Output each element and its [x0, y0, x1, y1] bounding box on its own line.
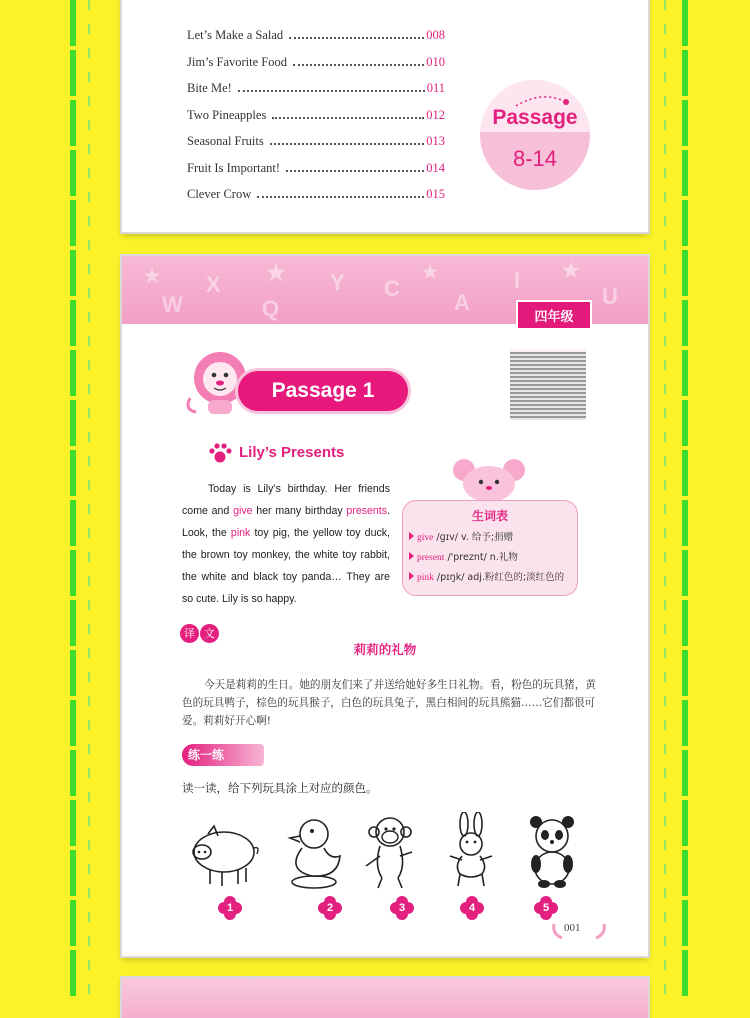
banner-star-icon: ★: [562, 260, 580, 282]
toc-leader-dots: [238, 90, 425, 92]
translation-tag-char: 文: [200, 624, 219, 643]
mouse-mascot-icon: [452, 456, 526, 502]
passage-badge-range: 8-14: [512, 146, 558, 171]
story-text: her many birthday: [252, 505, 347, 517]
page-number: 001: [564, 922, 581, 934]
toc-entry[interactable]: [187, 134, 445, 161]
toy-number: 3: [398, 902, 406, 914]
banner-star-icon: ★: [266, 260, 286, 285]
banner-letter: A: [454, 290, 470, 315]
toc-leader-dots: [272, 117, 424, 119]
toc-leader-dots: [270, 143, 425, 145]
left-dash-line: [88, 0, 90, 1000]
toc-entry-page: 010: [426, 54, 445, 69]
rabbit-outline-icon: [432, 812, 512, 892]
number-flower-icon: [534, 896, 558, 920]
left-green-border: [70, 0, 76, 1000]
toc-entry-title: Clever Crow: [187, 187, 252, 201]
toc-entry[interactable]: [187, 108, 445, 135]
vocab-entry: [409, 529, 513, 543]
translation-tag: [180, 622, 220, 642]
toy-illustrations: [180, 812, 610, 922]
panda-outline-icon: [512, 812, 592, 892]
number-flower-icon: [218, 896, 242, 920]
number-flower-icon: [318, 896, 342, 920]
banner-letter: Q: [262, 296, 280, 321]
passage-range-badge: [480, 80, 590, 190]
banner-letter: C: [384, 276, 400, 301]
vocab-entry: [409, 569, 564, 583]
vocab-word: give: [417, 533, 434, 543]
practice-label: 练一练: [182, 744, 264, 766]
toc-leader-dots: [293, 64, 424, 66]
monkey-outline-icon: [350, 812, 430, 892]
banner-star-icon: ★: [422, 262, 439, 282]
story-paragraph: [182, 478, 390, 610]
toc-entry-page: 015: [426, 187, 445, 201]
toc-entry[interactable]: [187, 55, 445, 82]
toc-page: [122, 0, 648, 232]
toc-entry-title: Jim’s Favorite Food: [187, 54, 288, 69]
toy-number: 4: [468, 902, 476, 914]
right-dash-line: [664, 0, 666, 1000]
story-text: . Look, the: [182, 505, 390, 539]
paw-icon: [208, 442, 232, 464]
pig-outline-icon: [180, 812, 260, 892]
bullet-icon: [409, 552, 414, 560]
number-flower-icon: [460, 896, 484, 920]
toc-list: [187, 28, 445, 214]
vocab-entry: [409, 549, 518, 563]
toy-number: 2: [326, 902, 334, 914]
vocabulary-box: [402, 500, 578, 596]
story-text: Today is Lily’s birthday. Her friends come and: [182, 483, 390, 517]
chinese-title: 莉莉的礼物: [353, 642, 417, 657]
toc-entry-page: 008: [426, 28, 445, 42]
vocab-word: pink: [417, 573, 434, 583]
banner-letter: X: [206, 272, 221, 297]
story-text: toy pig, the yellow toy duck, the brown toy monkey, the white toy rabbit, the white and black toy panda… They are so cute. Lily is so happy.: [182, 527, 390, 605]
toc-entry-page: 014: [426, 160, 445, 175]
vocab-highlight: give: [233, 505, 253, 517]
toc-leader-dots: [286, 170, 424, 172]
toc-leader-dots: [257, 196, 424, 198]
chinese-translation: 今天是莉莉的生日。她的朋友们来了并送给她好多生日礼物。看，粉色的玩具猪，黄色的玩具鸭子，棕色的玩具猴子，白色的玩具兔子，黑白相间的玩具熊猫……它们都很可爱。莉莉好开心啊!: [182, 679, 596, 727]
toc-entry-title: Fruit Is Important!: [187, 160, 281, 175]
bullet-icon: [409, 572, 414, 580]
toy-number: 1: [226, 902, 234, 914]
exercise-instruction: 读一读，给下列玩具涂上对应的颜色。: [182, 781, 378, 795]
toc-entry-page: 012: [426, 107, 445, 122]
banner-star-icon: ★: [144, 266, 161, 286]
translation-tag-char: 译: [180, 624, 199, 643]
vocab-highlight: presents: [346, 505, 388, 517]
striped-graphic: [510, 352, 586, 420]
vocabulary-title: 生词表: [471, 509, 508, 523]
toc-leader-dots: [289, 37, 424, 39]
toc-entry-page: 013: [426, 134, 445, 148]
bullet-icon: [409, 532, 414, 540]
story-title: Lily’s Presents: [239, 444, 345, 461]
banner-letter: Y: [330, 270, 345, 295]
passage-page: [122, 256, 648, 956]
toc-entry[interactable]: [187, 161, 445, 188]
toc-entry-title: Seasonal Fruits: [187, 134, 264, 148]
toc-entry[interactable]: [187, 187, 445, 214]
vocab-highlight: pink: [230, 527, 251, 539]
duck-outline-icon: [280, 812, 360, 892]
toc-entry-page: 011: [426, 81, 445, 95]
toc-entry-title: Bite Me!: [187, 81, 232, 95]
banner-letter: U: [602, 284, 618, 309]
banner-letter: I: [514, 268, 521, 293]
vocab-definition: /'preznt/ n.礼物: [447, 552, 518, 563]
vocab-word: present: [417, 553, 445, 563]
right-green-border: [682, 0, 688, 1000]
toc-entry[interactable]: [187, 81, 445, 108]
toc-entry[interactable]: [187, 28, 445, 55]
toc-entry-title: Two Pineapples: [187, 107, 267, 122]
vocab-definition: /ɡɪv/ v. 给予;捐赠: [436, 532, 514, 543]
toy-number: 5: [542, 902, 550, 914]
vocab-definition: /pɪŋk/ adj.粉红色的;淡红色的: [436, 572, 565, 583]
passage-badge-label: Passage: [492, 106, 578, 129]
number-flower-icon: [390, 896, 414, 920]
passage-title: Passage 1: [271, 379, 375, 402]
toc-entry-title: Let’s Make a Salad: [187, 28, 284, 42]
banner-letter: W: [162, 292, 183, 317]
passage-title-pill: [238, 371, 408, 411]
grade-tag: 四年级: [516, 300, 592, 330]
next-page-header: [122, 978, 648, 1018]
